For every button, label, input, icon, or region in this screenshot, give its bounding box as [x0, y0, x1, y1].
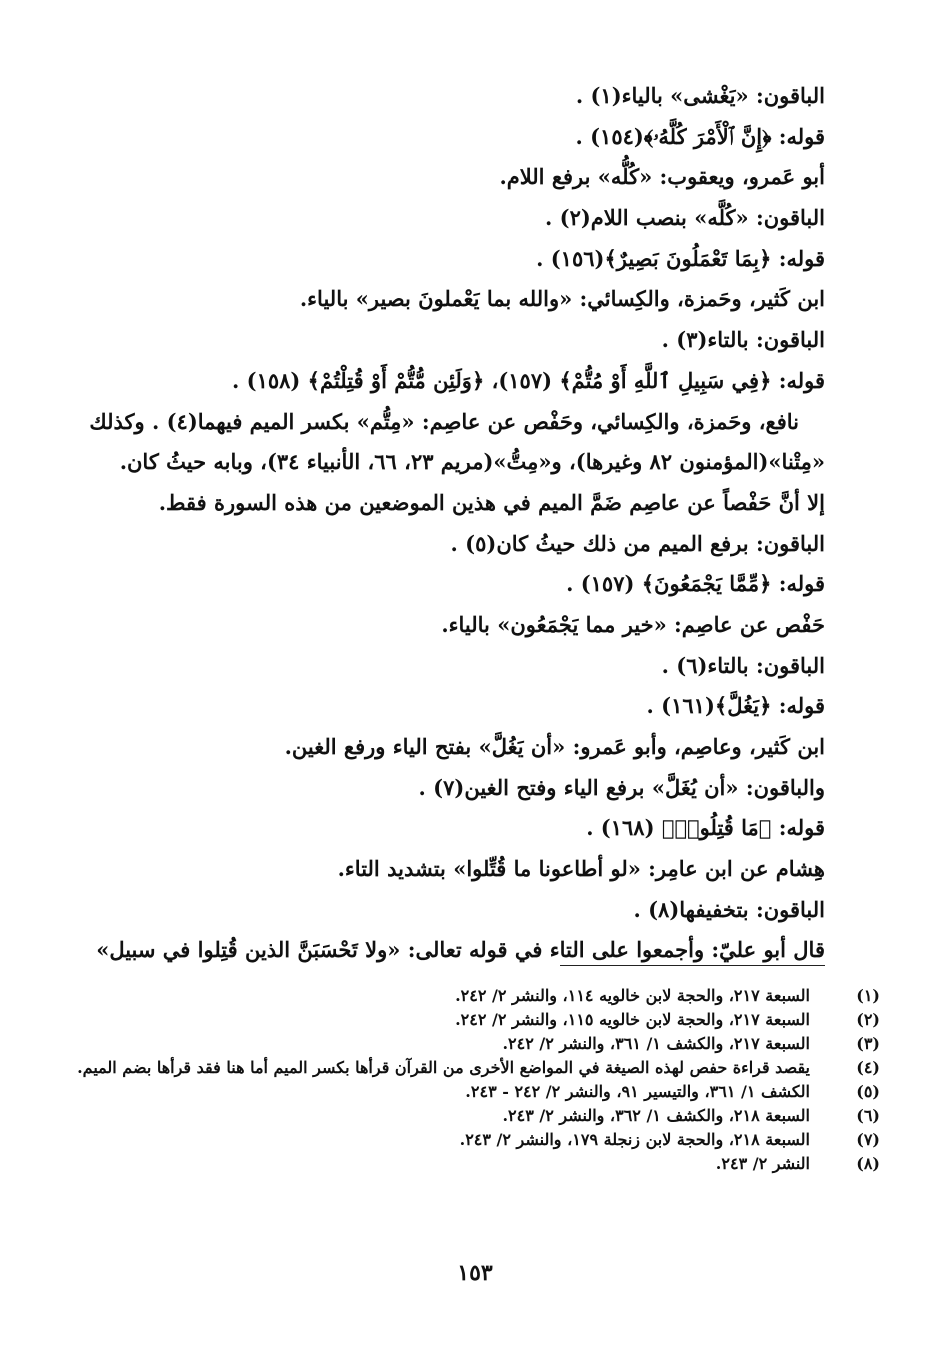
text-line: إلا أنَّ حَفْصاً عن عاصِم ضَمَّ الميم في هذين الموضعين من هذه السورة فقط.	[158, 489, 825, 515]
text-line: أبو عَمرو، ويعقوب: «كُلُّه» برفع اللام.	[499, 164, 825, 190]
text-line: ابن كَثير، وعاصِم، وأبو عَمرو: «أن يَغُلَّ» بفتح الياء ورفع الغين.	[284, 734, 825, 759]
main-text	[90, 76, 825, 971]
text-line: الباقون: برفع الميم من ذلك حيثُ كان(٥) .	[450, 530, 825, 556]
footnote-text: الكشف ١/ ٣٦١، والتيسير ٩١، والنشر ٢/ ٢٤٢ - ٢٤٣.	[465, 1082, 810, 1101]
footnote-number: (٨)	[856, 1154, 880, 1173]
text-line: قوله: ﴿إِنَّ ٱلْأَمْرَ كُلَّهُۥ﴾(١٥٤) .	[575, 123, 825, 149]
footnote-text: السبعة ٢١٧، والكشف ١/ ٣٦١، والنشر ٢/ ٢٤٢.	[502, 1034, 810, 1053]
footnote	[70, 1080, 880, 1104]
text-line: الباقون: بتخفيفها(٨) .	[633, 896, 825, 922]
footnote-number: (٤)	[856, 1058, 880, 1077]
text-line: قوله: ﴿يَغُلَّ﴾(١٦١) .	[646, 693, 825, 719]
text-line: الباقون: بالتاء(٦) .	[661, 652, 825, 678]
text-line: قال أبو عليّ: وأجمعوا على التاء في قوله تعالى: «ولا تَحْسَبَنَّ الذين قُتِلوا في سبيل»	[96, 937, 825, 963]
text-line: نافع، وحَمزة، والكِسائي، وحَفْص عن عاصِم: «مِتُّم» بكسر الميم فيهما(٤) . وكذلك	[89, 408, 799, 434]
text-line: قوله: ﴿فِي سَبِيلِ ٱللَّهِ أَوْ مُتُّمْ﴾ (١٥٧)، ﴿وَلَئِن مُّتُّمْ أَوْ قُتِلْتُمْ﴾ (١٥٨) .	[232, 367, 825, 393]
footnote-text: السبعة ٢١٨، والحجة لابن زنجلة ١٧٩، والنشر ٢/ ٢٤٣.	[459, 1130, 810, 1149]
footnote-number: (٣)	[856, 1034, 880, 1053]
footnote	[70, 1008, 880, 1032]
text-line: ابن كَثير، وحَمزة، والكِسائي: «والله بما يَعْملونَ بصير» بالياء.	[299, 286, 825, 312]
footnote	[70, 1056, 880, 1080]
footnote-text: النشر ٢/ ٢٤٣.	[715, 1154, 810, 1173]
text-line: «مِتْنا»(المؤمنون ٨٢ وغيرها)، و«مِتُّ»(مريم ٢٣، ٦٦، الأنبياء ٣٤)، وبابه حيثُ كان.	[119, 449, 825, 475]
footnote-separator	[560, 965, 825, 966]
footnote-text: السبعة ٢١٨، والكشف ١/ ٣٦٢، والنشر ٢/ ٢٤٣.	[502, 1106, 810, 1125]
footnotes	[70, 984, 880, 1176]
footnote-number: (١)	[856, 986, 880, 1005]
footnote-number: (٥)	[856, 1082, 880, 1101]
footnote-text: السبعة ٢١٧، والحجة لابن خالويه ١١٥، والنشر ٢/ ٢٤٢.	[455, 1010, 810, 1029]
text-line: حَفْص عن عاصِم: «خير مما يَجْمَعُون» بالياء.	[441, 611, 825, 637]
text-line: الباقون: بالتاء(٣) .	[661, 327, 825, 353]
footnote	[70, 1152, 880, 1176]
text-line: الباقون: «كُلَّه» بنصب اللام(٢) .	[545, 205, 825, 231]
text-line: قوله: ﴿مِّمَّا يَجْمَعُونَ﴾ (١٥٧) .	[566, 571, 825, 597]
footnote-number: (٢)	[856, 1010, 880, 1029]
footnote-number: (٦)	[856, 1106, 880, 1125]
footnote-text: يقصد قراءة حفص لهذه الصيغة في المواضع الأخرى من القرآن قرأها بكسر الميم أما هنا فقد قرأها بضم الميم.	[77, 1058, 810, 1077]
text-line: الباقون: «يَغْشى» بالياء(١) .	[575, 83, 825, 108]
footnote-number: (٧)	[856, 1130, 880, 1149]
footnote	[70, 1104, 880, 1128]
text-line: قوله: ﴿بِمَا تَعْمَلُونَ بَصِيرٌ﴾(١٥٦) .	[536, 245, 825, 271]
footnote	[70, 1032, 880, 1056]
footnote	[70, 984, 880, 1008]
footnote	[70, 1128, 880, 1152]
footnote-text: السبعة ٢١٧، والحجة لابن خالويه ١١٤، والنشر ٢/ ٢٤٢.	[455, 986, 810, 1005]
page-number: ١٥٣	[457, 1260, 493, 1286]
text-line: والباقون: «أن يُغَلَّ» برفع الياء وفتح الغين(٧) .	[418, 774, 825, 800]
text-line: قوله: ﴿مَا قُتِلُوا۟﴾ (١٦٨) .	[586, 815, 825, 841]
text-line: هِشام عن ابن عامِر: «لو أطاعونا ما قُتِّلوا» بتشديد التاء.	[337, 856, 825, 882]
